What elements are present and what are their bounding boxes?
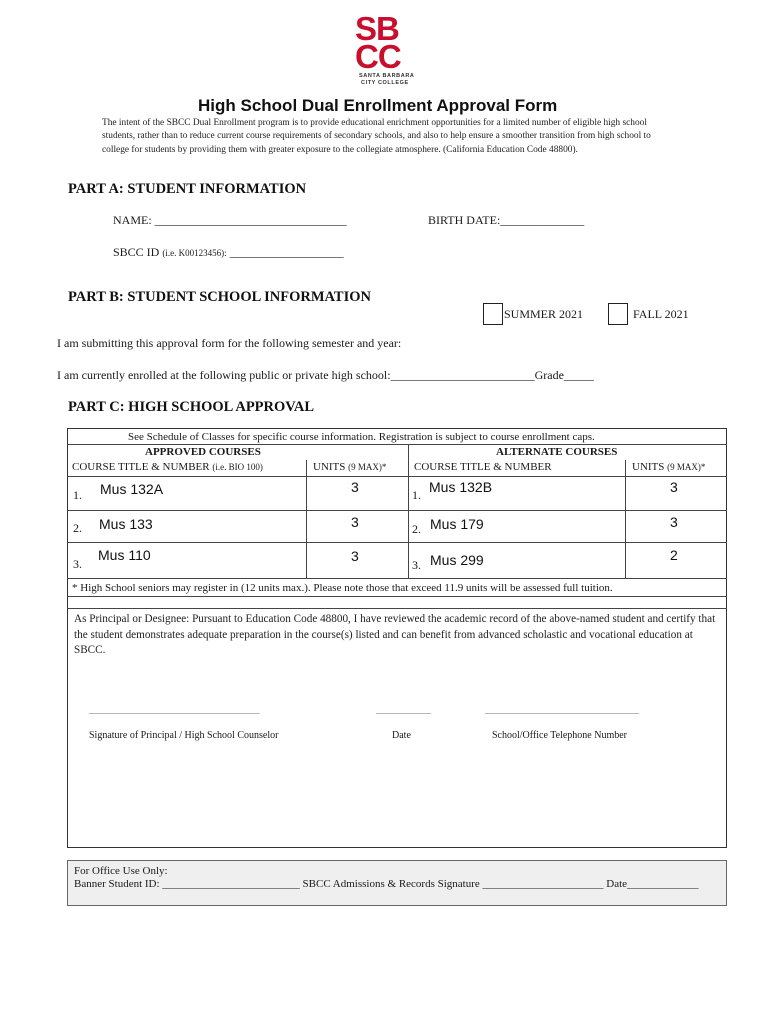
table-divider [625,460,626,578]
alternate-course-3[interactable]: Mus 299 [430,552,484,568]
alternate-units-3[interactable]: 2 [670,547,678,563]
approved-units-2[interactable]: 3 [351,514,359,530]
phone-label: School/Office Telephone Number [492,730,628,741]
date-line[interactable]: __________ [376,703,431,715]
phone-line[interactable]: ____________________________ [485,703,639,715]
table-divider [67,542,727,543]
row-number: 2. [73,521,82,535]
col-units-label: UNITS [313,461,346,473]
col-course-example: (i.e. BIO 100) [212,462,263,472]
part-a-heading: PART A: STUDENT INFORMATION [68,181,307,197]
approved-course-1[interactable]: Mus 132A [100,481,164,497]
row-number: 3. [73,557,82,571]
semester-statement: I am submitting this approval form for the following semester and year: [57,336,402,350]
part-b-heading: PART B: STUDENT SCHOOL INFORMATION [68,289,371,305]
col-alt-units [632,461,705,473]
table-divider [67,596,727,597]
approved-course-2[interactable]: Mus 133 [99,516,153,532]
certification-paragraph: As Principal or Designee: Pursuant to Education Code 48800, I have reviewed the academic record of the above-named student and certify that the student demonstrates adequate preparation in the course(s) listed and can benefit from advanced scholastic and vocational education at SBCC. [74,613,716,656]
col-alt-units-note: (9 MAX)* [667,462,706,472]
approved-units-1[interactable]: 3 [351,479,359,495]
col-alt-units-label: UNITS [632,461,665,473]
approved-courses-header: APPROVED COURSES [145,446,261,458]
alt-row-number: 3. [412,558,421,572]
logo-top-text: SB [355,10,399,47]
date-label: Date [392,730,411,741]
col-course-title-label: COURSE TITLE & NUMBER [72,461,210,473]
sbcc-id-label: SBCC ID [113,245,160,259]
table-divider [306,460,307,578]
summer-label: SUMMER 2021 [504,307,584,321]
logo-line1: SANTA BARBARA [359,73,415,79]
table-divider [67,608,727,609]
alternate-course-1[interactable]: Mus 132B [429,479,493,495]
office-use-fields[interactable]: Banner Student ID: _________________________ SBCC Admissions & Records Signature ______________________ Date_____________ [74,878,699,890]
fall-checkbox[interactable] [608,303,628,325]
part-c-heading: PART C: HIGH SCHOOL APPROVAL [68,399,315,415]
col-units [313,461,386,473]
high-school-field[interactable]: I am currently enrolled at the following public or private high school:________________________Grade_____ [57,368,594,382]
summer-checkbox[interactable] [483,303,503,325]
alternate-courses-header: ALTERNATE COURSES [496,446,618,458]
office-use-heading: For Office Use Only: [74,865,168,877]
approved-course-3[interactable]: Mus 110 [98,547,151,563]
fall-label: FALL 2021 [633,307,689,321]
sbcc-id-line: ___________________ [226,245,344,259]
table-divider [408,444,409,578]
logo-bottom-text: CC [355,38,401,75]
logo-line2: CITY COLLEGE [361,80,409,86]
alt-row-number: 1. [412,488,421,502]
table-divider [67,578,727,579]
seniors-note: * High School seniors may register in (12 units max.). Please note those that exceed 11.9 units will be assessed full tuition. [72,582,613,594]
col-course-title [72,461,263,473]
row-number: 1. [73,488,82,502]
alternate-units-2[interactable]: 3 [670,514,678,530]
col-units-note: (9 MAX)* [348,462,387,472]
name-field[interactable]: NAME: ________________________________ [113,213,347,227]
sbcc-id-field[interactable] [113,245,344,260]
signature-line[interactable]: _______________________________ [89,703,260,715]
table-divider [67,510,727,511]
signature-label: Signature of Principal / High School Counselor [89,730,279,741]
approved-units-3[interactable]: 3 [351,548,359,564]
form-title: High School Dual Enrollment Approval Form [198,96,558,115]
alt-row-number: 2. [412,522,421,536]
intro-paragraph: The intent of the SBCC Dual Enrollment program is to provide educational enrichment opportunities for a limited number of eligible high school students, rather than to reduce current course requirements of secondary schools, and also to help ensure a smoother transition from high school to college for students by providing them with greater exposure to the collegiate atmosphere. (California Education Code 48800). [102,118,651,155]
table-divider [67,444,727,445]
alternate-course-2[interactable]: Mus 179 [430,516,484,532]
alternate-units-1[interactable]: 3 [670,479,678,495]
schedule-note: See Schedule of Classes for specific course information. Registration is subject to course enrollment caps. [128,431,595,443]
sbcc-id-example: (i.e. K00123456): [162,248,227,258]
table-divider [67,476,727,477]
col-alt-course-title: COURSE TITLE & NUMBER [414,461,552,473]
birth-date-field[interactable]: BIRTH DATE:______________ [428,213,585,227]
